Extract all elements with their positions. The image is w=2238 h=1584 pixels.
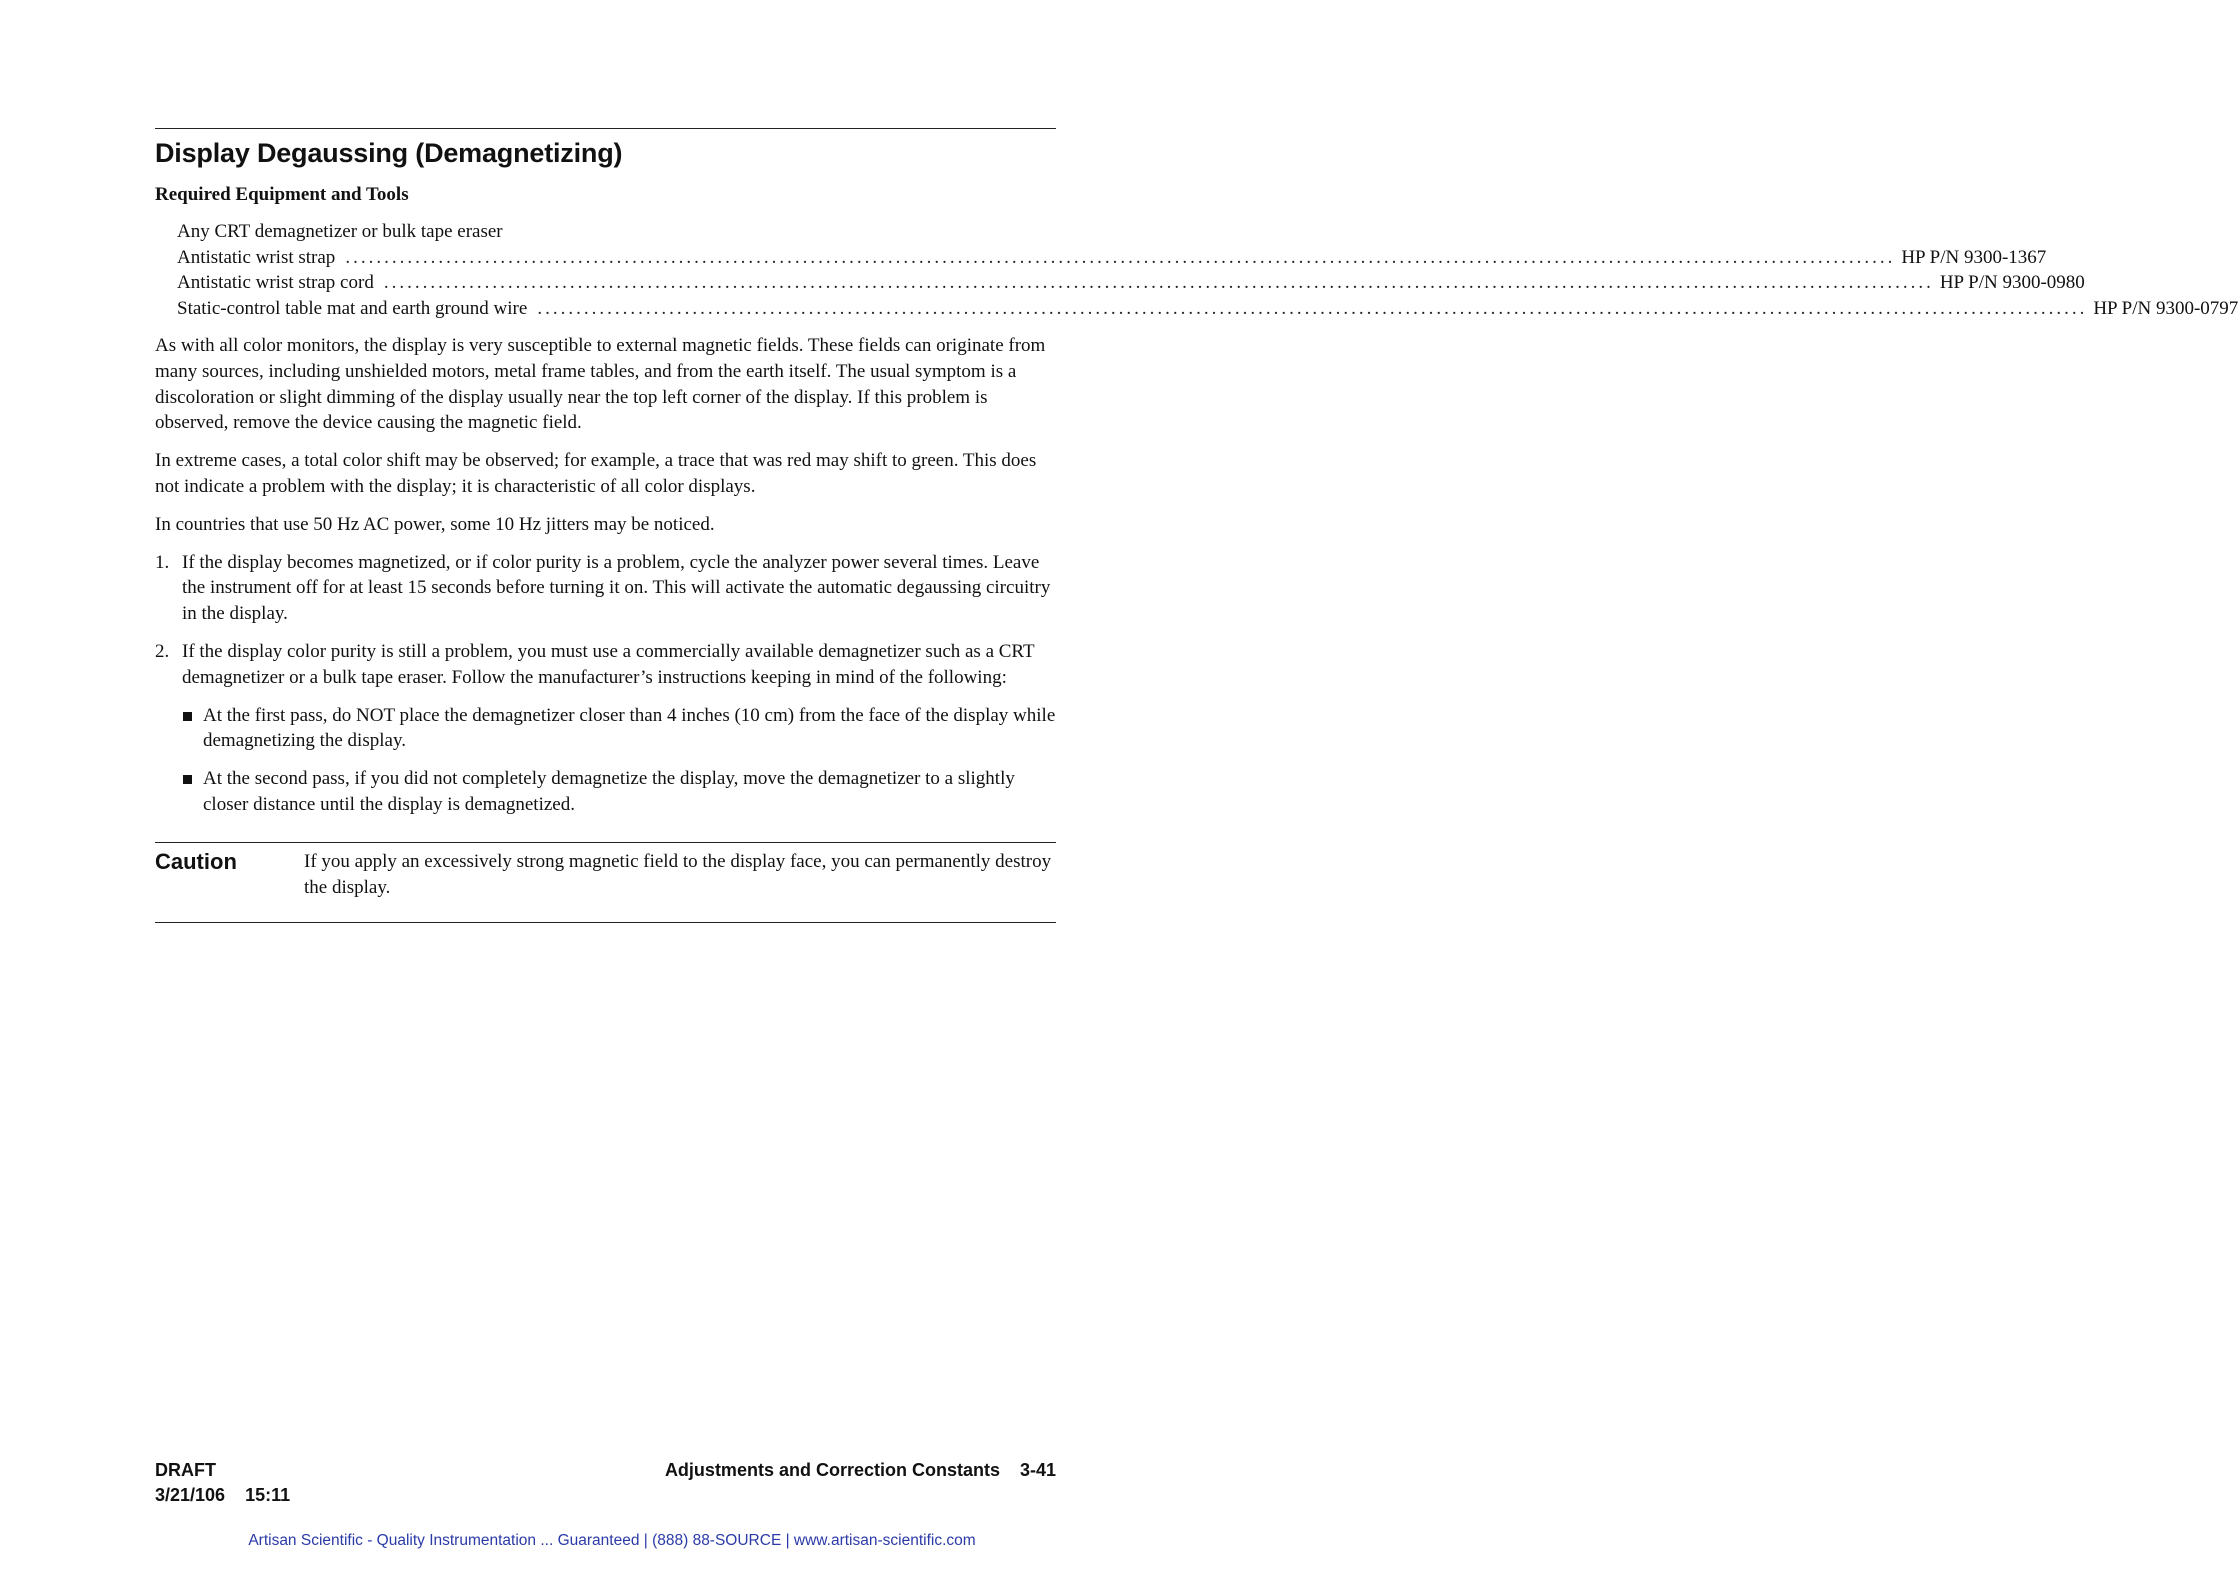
draft-date: 3/21/106 <box>155 1485 226 1505</box>
equipment-row <box>177 270 2085 296</box>
body-paragraph: In countries that use 50 Hz AC power, some 10 Hz jitters may be noticed. <box>155 513 715 535</box>
footer-row <box>155 1458 1056 1483</box>
step-text: If the display color purity is still a problem, you must use a commercially available demagnetizer such as a CRT demagnetizer or a bulk tape eraser. Follow the manufacturer’s instructions keeping in mind of the following: <box>182 640 1035 688</box>
vendor-banner-link[interactable]: Artisan Scientific - Quality Instrumentation ... Guaranteed | (888) 88-SOURCE | www.artisan-scientific.com <box>248 1532 976 1549</box>
dot-leader: ........................................................................................................................................................................................................ <box>383 272 1934 293</box>
equipment-name: Antistatic wrist strap cord <box>177 272 374 293</box>
dot-leader: ........................................................................................................................................................................................................ <box>537 297 2088 319</box>
equipment-row <box>177 219 1056 245</box>
equipment-name: Static-control table mat and earth ground wire <box>177 297 528 319</box>
equipment-part-number: HP P/N 9300-0980 <box>1939 272 2085 293</box>
body-paragraph: In extreme cases, a total color shift may be observed; for example, a trace that was red may shift to green. This does not indicate a problem with the display; it is characteristic of all color displays. <box>155 450 1037 497</box>
footer-right <box>665 1458 1056 1483</box>
procedure-steps <box>155 550 1056 830</box>
top-rule <box>155 128 1056 129</box>
step-number: 2. <box>155 640 170 662</box>
caution-label: Caution <box>155 848 237 874</box>
equipment-row <box>177 296 2238 322</box>
square-bullet-icon <box>182 703 203 755</box>
caution-text: If you apply an excessively strong magnetic field to the display face, you can permanently destroy the display. <box>304 850 1052 898</box>
body-paragraph: As with all color monitors, the display is very susceptible to external magnetic fields. These fields can originate from many sources, including unshielded motors, metal frame tables, and from the earth itself. The usual symptom is a discoloration or slight dimming of the display usually near the top left corner of the display. If this problem is observed, remove the device causing the magnetic field. <box>155 335 1046 434</box>
equipment-part-number: HP P/N 9300-1367 <box>1901 246 2047 268</box>
step-body <box>182 639 1056 830</box>
bullet-list <box>182 703 1056 818</box>
equipment-part-number: HP P/N 9300-0797 <box>2093 297 2238 319</box>
page-number: 3-41 <box>1019 1460 1056 1480</box>
page-content <box>155 128 2238 923</box>
draft-time: 15:11 <box>245 1485 291 1505</box>
equipment-name: Any CRT demagnetizer or bulk tape eraser <box>177 221 503 242</box>
equipment-subheading: Required Equipment and Tools <box>155 184 409 205</box>
bullet-text: At the second pass, if you did not completely demagnetize the display, move the demagnetizer to a slightly closer distance until the display is demagnetized. <box>203 768 1015 815</box>
draft-timestamp <box>155 1483 1056 1508</box>
procedure-step <box>155 639 1056 830</box>
bullet-item <box>182 703 1056 755</box>
dot-leader: ........................................................................................................................................................................................................ <box>345 246 1896 268</box>
equipment-list <box>177 219 2238 321</box>
draft-label: DRAFT <box>155 1460 216 1480</box>
procedure-step <box>155 550 1056 627</box>
caution-box <box>155 842 1056 924</box>
chapter-title: Adjustments and Correction Constants <box>664 1460 1000 1480</box>
step-text: If the display becomes magnetized, or if color purity is a problem, cycle the analyzer power several times. Leave the instrument off for at least 15 seconds before turning it on. This will activate the automatic degaussing circuitry in the display. <box>182 551 1051 625</box>
equipment-row <box>177 245 2047 271</box>
bullet-item <box>182 766 1056 818</box>
bullet-text: At the first pass, do NOT place the demagnetizer closer than 4 inches (10 cm) from the face of the display while demagnetizing the display. <box>203 704 1056 752</box>
square-bullet-icon <box>182 766 203 818</box>
page-footer <box>155 1458 1056 1508</box>
step-number: 1. <box>155 551 170 573</box>
equipment-name: Antistatic wrist strap <box>177 246 336 268</box>
section-title: Display Degaussing (Demagnetizing) <box>155 138 623 168</box>
